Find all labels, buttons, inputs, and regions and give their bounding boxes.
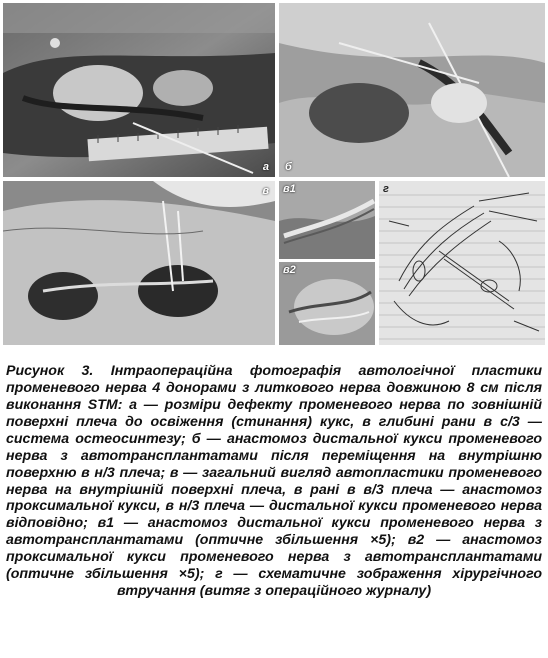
figure-caption: Рисунок 3. Інтраопераційна фотографія автологічної пластики променевого нерва 4 донорами з литкового нерва довжиною 8 см після виконання STM: а — розміри дефекту променевого нерва по зовнішній поверхні плеча до освіження (стинання) кукс, в глибині рани в с/3 — система остеосинтезу; б — анастомоз дистальної кукси променевого нерва з автотрансплантатами після переміщення на внутрішню поверхню в н/3 плеча; в — загальний вигляд автопластики променевого нерва на внутрішній поверхні плеча, в рані в в/3 плеча — анастомоз проксимальної кукси, в н/3 плеча — дистальної кукси променевого нерва відповідно; в1 — анастомоз дистальної кукси променевого нерва з автотрансплантатами (оптичне збільшення ×5); в2 — анастомоз проксимальної кукси променевого нерва з автотрансплантатами (оптичне збільшення ×5); г — схематичне зображення хірургічного втручання (витяг з операційного журналу) xyxy=(6,363,542,599)
photo-panel-a xyxy=(3,3,275,177)
panel-g-label: г xyxy=(383,183,389,195)
panel-a-label: а xyxy=(262,161,269,173)
photo-c-image xyxy=(3,181,275,345)
panel-c-label: в xyxy=(262,185,269,197)
photo-panel-c xyxy=(3,181,275,345)
photo-panel-v1 xyxy=(279,181,375,259)
photo-b-image xyxy=(279,3,545,177)
sketch-panel-g xyxy=(379,181,545,345)
panel-b-label: б xyxy=(285,161,292,173)
photo-panel-v2 xyxy=(279,262,375,345)
photo-a-image xyxy=(3,3,275,177)
panel-v2-label: в2 xyxy=(283,264,296,276)
panel-v1-label: в1 xyxy=(283,183,296,195)
sketch-g-image xyxy=(379,181,545,345)
photo-panel-b xyxy=(279,3,545,177)
